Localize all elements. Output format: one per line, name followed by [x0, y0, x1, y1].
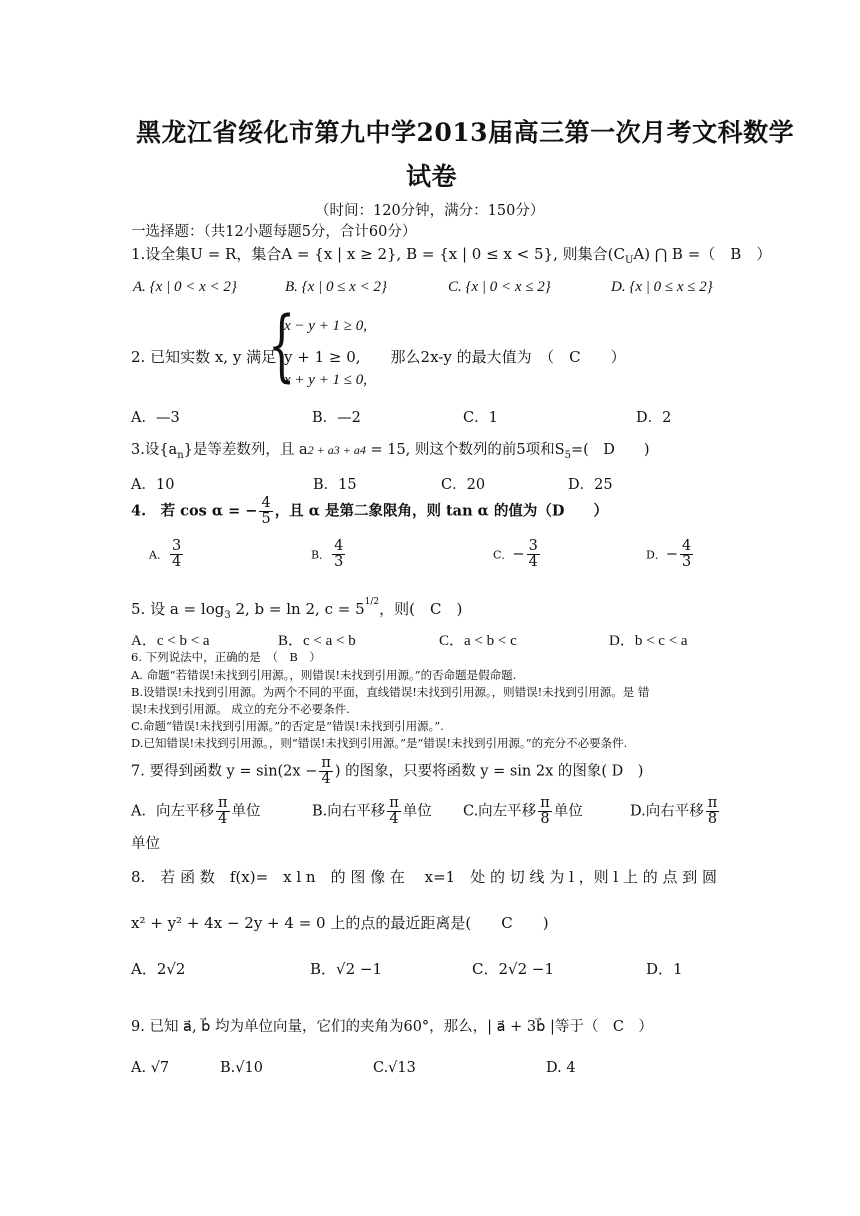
q7-option-d-frac	[706, 796, 720, 827]
q1-stem-main: 1.设全集U = R，集合A = {x | x ≥ 2}, B = {x | 0 ≤ x < 5}, 则集合(C	[131, 245, 625, 263]
q7-option-c-den: 8	[540, 811, 550, 828]
q4-option-b-den: 3	[334, 554, 344, 571]
q4-option-d-sign: −	[665, 546, 678, 563]
q7-stem	[131, 756, 643, 787]
q5-exp: 1/2	[364, 597, 380, 607]
q1-stem	[131, 243, 771, 266]
q4-option-a	[149, 539, 185, 570]
q4-option-c-den: 4	[528, 554, 538, 571]
q4-option-d	[646, 539, 695, 570]
q4-option-b-label: B．	[311, 548, 331, 562]
q3-stem-rest: = 15, 则这个数列的前5项和S	[370, 442, 565, 458]
q9-option-d: D. 4	[546, 1060, 576, 1076]
q1-option-a: A. {x | 0 < x < 2}	[133, 279, 237, 295]
q4-option-c-frac	[527, 539, 540, 570]
q2-cond2: y + 1 ≥ 0, 那么2x-y 的最大值为 （ C ）	[284, 348, 626, 366]
q3-stem	[131, 438, 650, 461]
q1-option-c: C. {x | 0 < x ≤ 2}	[448, 279, 551, 295]
q7-option-c-post: 单位	[553, 803, 583, 820]
q9-stem: 9. 已知 a⃗, b⃗ 均为单位向量，它们的夹角为60°，那么，| a⃗ + 3b⃗ |等于（ C ）	[131, 1019, 653, 1035]
q4-option-a-den: 4	[171, 554, 182, 571]
q1-option-b: B. {x | 0 ≤ x < 2}	[285, 279, 387, 295]
q9-option-c: C.√13	[373, 1060, 416, 1076]
q4-option-c-sign: −	[512, 546, 525, 563]
q4-fraction	[259, 496, 272, 527]
q3-option-d: D．25	[568, 477, 613, 493]
q4-rest: ，且 α 是第二象限角，则 tan α 的值为（D ）	[274, 502, 608, 520]
q7-option-c-pi: π	[540, 795, 550, 811]
q7-pi: π	[321, 755, 331, 771]
q4-option-c-label: C．	[493, 548, 513, 562]
q2-option-c: C．1	[463, 410, 498, 426]
q8-line1: 8. 若 函 数 f(x)= x l n 的 图 像 在 x=1 处 的 切 线 为 l ，则 l 上 的 点 到 圆	[131, 868, 718, 886]
q3-option-b: B．15	[313, 477, 357, 493]
q7-fraction	[319, 756, 333, 787]
q8-option-b: B．√2 −1	[310, 960, 383, 978]
q7-option-b-pre: B.向右平移	[312, 803, 386, 820]
q6-line-a: A. 命题“若错误!未找到引用源。，则错误!未找到引用源。”的否命题是假命题.	[131, 668, 517, 682]
q5-option-c: C．a < b < c	[439, 633, 517, 649]
q6-line-d: D.已知错误!未找到引用源。，则“错误!未找到引用源。”是“错误!未找到引用源。”的充分不必要条件.	[131, 736, 628, 750]
q4-option-c-num: 3	[528, 538, 538, 554]
q7-option-b-post: 单位	[402, 803, 432, 820]
q5-stem-start: 5. 设 a = log	[131, 600, 225, 618]
q2-cond1: x − y + 1 ≥ 0,	[284, 318, 368, 334]
q6-line-b: B.设错误!未找到引用源。为两个不同的平面，直线错误!未找到引用源。，则错误!未找到引用源。是 错	[131, 685, 650, 699]
q7-option-a-frac	[216, 796, 230, 827]
q7-option-a-post: 单位	[231, 803, 261, 820]
q3-option-c: C．20	[441, 477, 486, 493]
q5-stem-end: ，则( C )	[379, 600, 463, 618]
q4-den: 5	[261, 511, 271, 528]
q4-option-b-frac	[332, 539, 345, 570]
doc-subtitle: （时间：120分钟，满分：150分）	[315, 203, 545, 219]
q5-stem-mid: 2, b = ln 2, c = 5	[230, 600, 365, 618]
q7-option-a-pi: π	[217, 795, 228, 811]
q1-sub: U	[624, 255, 634, 266]
q7-option-c	[463, 796, 583, 827]
q3-stem-mid: }是等差数列，且 a	[183, 442, 308, 458]
q4-option-d-frac	[680, 539, 693, 570]
q7-option-d	[630, 796, 721, 827]
q5-option-a: A．c < b < a	[131, 633, 210, 649]
doc-title-line1: 黑龙江省绥化市第九中学2013届高三第一次月考文科数学	[136, 118, 795, 147]
q6-line-c: C.命题“错误!未找到引用源。”的否定是“错误!未找到引用源。”.	[131, 719, 444, 733]
q2-option-d: D．2	[636, 410, 672, 426]
q3-sub-n: n	[177, 449, 184, 461]
q7-wrap-unit: 单位	[131, 836, 160, 852]
q7-option-b-pi: π	[389, 795, 399, 811]
q7-option-a-den: 4	[218, 811, 228, 828]
q1-stem-tail: A) ⋂ B =（ B ）	[633, 245, 772, 263]
q5-option-d: D．b < c < a	[609, 633, 688, 649]
q8-option-c: C．2√2 −1	[472, 960, 555, 978]
section-heading: 一选择题：（共12小题每题5分，合计60分）	[131, 224, 417, 240]
q4-option-a-frac	[170, 539, 183, 570]
q6-stem: 6. 下列说法中，正确的是 （ B ）	[131, 650, 321, 664]
q8-option-d: D．1	[646, 960, 683, 978]
q7-option-c-frac	[538, 796, 552, 827]
q4-option-d-num: 4	[681, 538, 692, 554]
q7-option-d-pre: D.向右平移	[630, 803, 704, 820]
q7-option-b-den: 4	[389, 811, 399, 828]
q4-option-b-num: 4	[334, 538, 344, 554]
q8-option-a: A．2√2	[131, 960, 186, 978]
q9-option-b: B.√10	[220, 1060, 263, 1076]
q8-line2: x² + y² + 4x − 2y + 4 = 0 上的点的最近距离是( C )	[131, 914, 549, 932]
q5-log-sub: 3	[224, 610, 231, 621]
q7-option-b-frac	[387, 796, 401, 827]
q2-brace: {	[268, 301, 296, 391]
q2-option-a: A．—3	[131, 410, 180, 426]
q7-stem-start: 7. 要得到函数 y = sin(2x −	[131, 763, 318, 780]
q3-stem-start: 3.设{a	[131, 442, 178, 458]
q4-option-d-den: 3	[681, 554, 692, 571]
q5-option-b: B．c < a < b	[278, 633, 356, 649]
q2-cond3: x + y + 1 ≤ 0,	[284, 372, 368, 388]
q7-option-c-pre: C.向左平移	[463, 803, 537, 820]
q3-stem-end: =( D )	[570, 442, 650, 458]
q4-option-a-num: 3	[171, 538, 182, 554]
q4-stem	[131, 496, 608, 527]
q7-option-d-pi: π	[707, 795, 718, 811]
q3-terms: 2 + a3 + a4	[307, 443, 366, 457]
q7-option-a-pre: A．向左平移	[131, 803, 214, 820]
q1-option-d: D. {x | 0 ≤ x ≤ 2}	[611, 279, 713, 295]
q3-option-a: A．10	[131, 477, 175, 493]
q7-stem-end: ) 的图象，只要将函数 y = sin 2x 的图象( D )	[334, 763, 644, 780]
q7-four: 4	[321, 771, 331, 788]
q4-num: 4	[261, 495, 271, 511]
q7-option-a	[131, 796, 261, 827]
q6-line-b2: 误!未找到引用源。 成立的充分不必要条件.	[131, 702, 350, 716]
q4-option-a-label: A．	[149, 548, 168, 562]
q4-option-c	[493, 539, 542, 570]
q4-option-b	[311, 539, 347, 570]
q4-lead: 4. 若 cos α = −	[131, 502, 258, 520]
q4-option-d-label: D．	[646, 548, 666, 562]
q9-option-a: A. √7	[131, 1060, 170, 1076]
q7-option-b	[312, 796, 432, 827]
q5-stem	[131, 598, 462, 621]
q7-option-d-den: 8	[707, 811, 718, 828]
q3-s-sub: 5	[564, 449, 571, 461]
doc-title-line2: 试卷	[406, 162, 458, 191]
q2-prefix: 2. 已知实数 x, y 满足	[131, 348, 277, 366]
q2-option-b: B．—2	[312, 410, 361, 426]
